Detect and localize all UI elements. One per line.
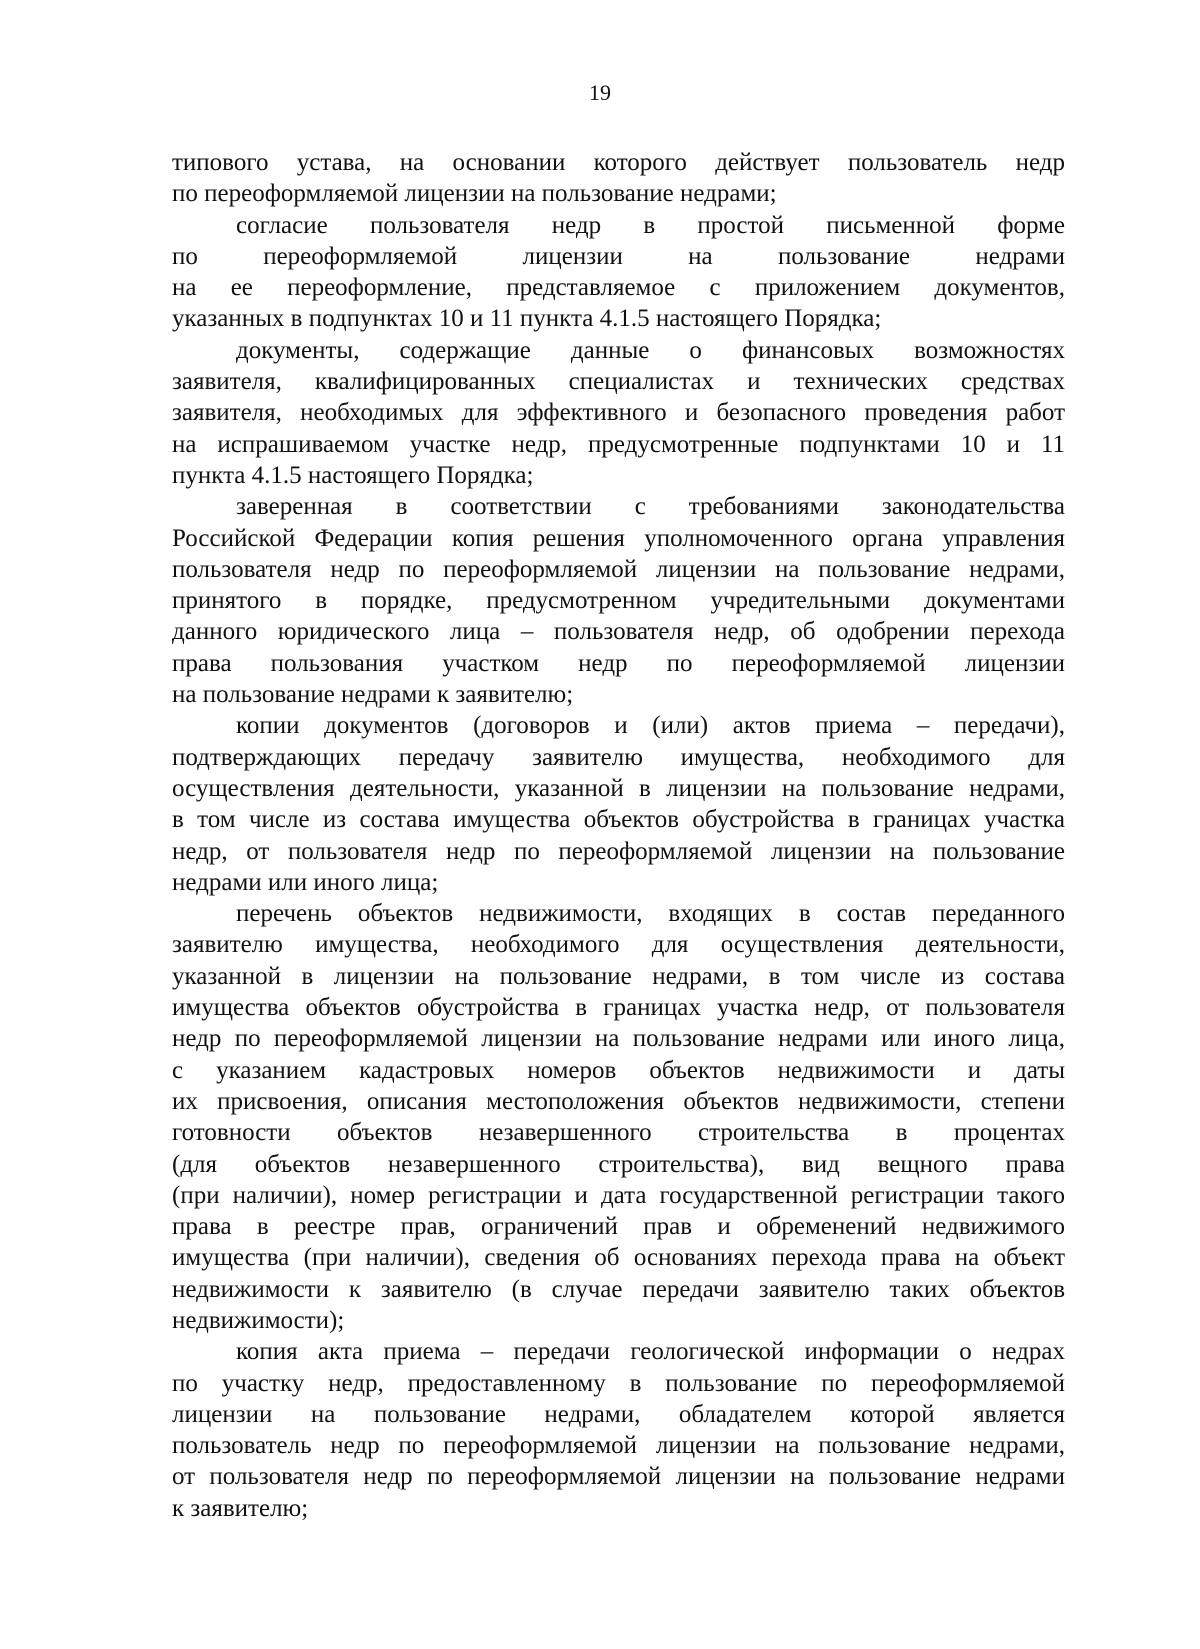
document-body — [172, 147, 1065, 1524]
page-number: 19 — [589, 80, 611, 105]
text-line: недвижимости к заявителю (в случае передачи заявителю таких объектов — [172, 1275, 1065, 1303]
text-line: с указанием кадастровых номеров объектов недвижимости и даты — [172, 1056, 1065, 1084]
text-line: заявителя, квалифицированных специалистах и технических средствах — [172, 368, 1065, 396]
text-line: по переоформляемой лицензии на пользование недрами; — [172, 180, 777, 208]
text-line: недвижимости); — [172, 1306, 345, 1334]
text-line: на ее переоформление, представляемое с приложением документов, — [172, 274, 1065, 302]
text-line: недрами или иного лица; — [172, 868, 439, 896]
text-line: Российской Федерации копия решения уполномоченного органа управления — [172, 524, 1065, 552]
text-line: недр по переоформляемой лицензии на пользование недрами или иного лица, — [172, 1025, 1065, 1053]
text-line: по участку недр, предоставленному в пользование по переоформляемой — [172, 1369, 1065, 1397]
text-line: их присвоения, описания местоположения объектов недвижимости, степени — [172, 1087, 1065, 1115]
text-line: осуществления деятельности, указанной в лицензии на пользование недрами, — [172, 774, 1065, 802]
text-line: подтверждающих передачу заявителю имущества, необходимого для — [172, 743, 1065, 771]
paragraph-first-line: перечень объектов недвижимости, входящих в состав переданного — [236, 900, 1065, 928]
text-line: указанных в подпунктах 10 и 11 пункта 4.1.5 настоящего Порядка; — [172, 305, 882, 333]
text-line: типового устава, на основании которого действует пользователь недр — [172, 149, 1065, 176]
text-line: данного юридического лица – пользователя недр, об одобрении перехода — [172, 618, 1065, 646]
text-line: принятого в порядке, предусмотренном учредительными документами — [172, 587, 1065, 615]
paragraph-first-line: копия акта приема – передачи геологической информации о недрах — [236, 1338, 1065, 1366]
text-line: недр, от пользователя недр по переоформляемой лицензии на пользование — [172, 837, 1065, 865]
paragraph-first-line: согласие пользователя недр в простой письменной форме — [236, 211, 1065, 239]
paragraph-first-line: копии документов (договоров и (или) актов приема – передачи), — [236, 712, 1065, 740]
paragraph-first-line: документы, содержащие данные о финансовых возможностях — [236, 336, 1065, 364]
text-line: по переоформляемой лицензии на пользование недрами — [172, 242, 1065, 270]
text-line: на испрашиваемом участке недр, предусмотренные подпунктами 10 и 11 — [172, 430, 1065, 458]
text-line: (для объектов незавершенного строительства), вид вещного права — [172, 1150, 1065, 1178]
text-line: права в реестре прав, ограничений прав и обременений недвижимого — [172, 1213, 1065, 1241]
text-line: в том числе из состава имущества объектов обустройства в границах участка — [172, 806, 1065, 834]
text-line: имущества объектов обустройства в границах участка недр, от пользователя — [172, 994, 1065, 1022]
text-line: готовности объектов незавершенного строительства в процентах — [172, 1119, 1065, 1147]
text-line: к заявителю; — [172, 1494, 309, 1522]
text-line: (при наличии), номер регистрации и дата государственной регистрации такого — [172, 1181, 1065, 1209]
text-line: от пользователя недр по переоформляемой лицензии на пользование недрами — [172, 1463, 1065, 1491]
text-line: лицензии на пользование недрами, обладателем которой является — [172, 1400, 1065, 1428]
text-line: пункта 4.1.5 настоящего Порядка; — [172, 461, 534, 489]
text-line: имущества (при наличии), сведения об основаниях перехода права на объект — [172, 1244, 1065, 1272]
text-line: указанной в лицензии на пользование недрами, в том числе из состава — [172, 962, 1065, 990]
text-line: на пользование недрами к заявителю; — [172, 681, 574, 709]
text-line: пользователя недр по переоформляемой лицензии на пользование недрами, — [172, 555, 1065, 583]
text-line: права пользования участком недр по переоформляемой лицензии — [172, 649, 1065, 677]
text-line: пользователь недр по переоформляемой лицензии на пользование недрами, — [172, 1432, 1065, 1460]
paragraph-first-line: заверенная в соответствии с требованиями законодательства — [236, 493, 1065, 521]
text-line: заявителю имущества, необходимого для осуществления деятельности, — [172, 931, 1065, 959]
text-line: заявителя, необходимых для эффективного и безопасного проведения работ — [172, 399, 1065, 427]
